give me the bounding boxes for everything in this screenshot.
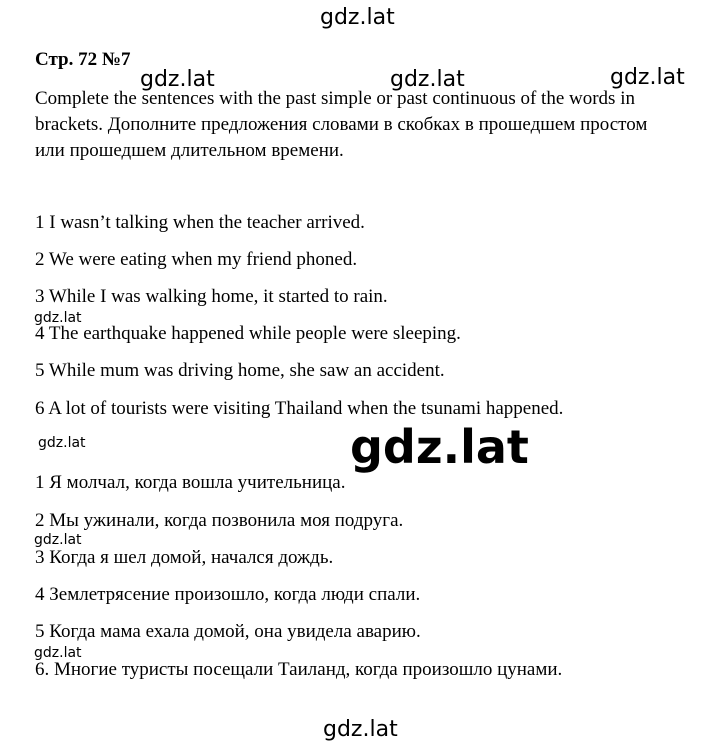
task-instruction xyxy=(35,86,705,164)
russian-translation-6: 6. Многие туристы посещали Таиланд, когда произошло цунами. xyxy=(35,659,563,680)
russian-translation-1: 1 Я молчал, когда вошла учительница. xyxy=(35,472,346,493)
english-answer-6: 6 A lot of tourists were visiting Thailand when the tsunami happened. xyxy=(35,398,564,419)
russian-translation-4: 4 Землетрясение произошло, когда люди спали. xyxy=(35,584,421,605)
russian-translation-2: 2 Мы ужинали, когда позвонила моя подруга. xyxy=(35,510,404,531)
english-answer-4: 4 The earthquake happened while people were sleeping. xyxy=(35,323,461,344)
watermark-small: gdz.lat xyxy=(34,310,82,326)
russian-translation-5: 5 Когда мама ехала домой, она увидела аварию. xyxy=(35,621,421,642)
instruction-line: или прошедшем длительном времени. xyxy=(35,140,344,161)
watermark-large: gdz.lat xyxy=(350,420,529,474)
watermark-small: gdz.lat xyxy=(34,645,82,661)
watermark-row1-right: gdz.lat xyxy=(610,65,685,90)
english-answer-3: 3 While I was walking home, it started to rain. xyxy=(35,286,388,307)
watermark-row1-center: gdz.lat xyxy=(390,67,465,92)
instruction-line: Complete the sentences with the past simple or past continuous of the words in xyxy=(35,88,635,109)
english-answer-5: 5 While mum was driving home, she saw an accident. xyxy=(35,360,445,381)
instruction-line: brackets. Дополните предложения словами в скобках в прошедшем простом xyxy=(35,114,648,135)
page-heading: Стр. 72 №7 xyxy=(35,49,131,70)
russian-translation-3: 3 Когда я шел домой, начался дождь. xyxy=(35,547,334,568)
watermark-bottom: gdz.lat xyxy=(323,717,398,742)
watermark-row1-left: gdz.lat xyxy=(140,67,215,92)
watermark-small: gdz.lat xyxy=(34,532,82,548)
watermark-small: gdz.lat xyxy=(38,435,86,451)
english-answer-1: 1 I wasn’t talking when the teacher arrived. xyxy=(35,212,365,233)
watermark-top: gdz.lat xyxy=(320,5,395,30)
english-answer-2: 2 We were eating when my friend phoned. xyxy=(35,249,358,270)
